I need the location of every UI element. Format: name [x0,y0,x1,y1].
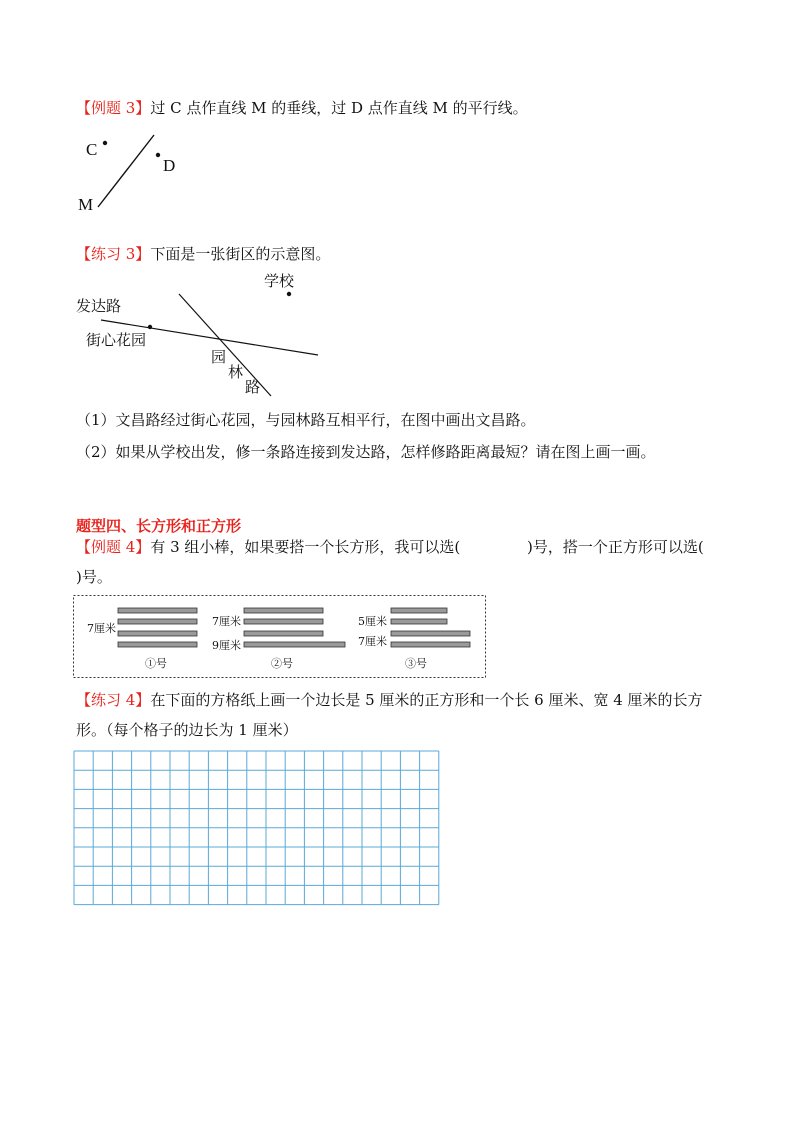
g2-length-label-b: 9厘米 [212,639,241,652]
g2-stick-1 [244,608,323,613]
g1-name-label: ①号 [145,657,167,670]
practice-3-text: 下面是一张街区的示意图。 [150,245,331,263]
yuan-char-label: 园 [211,348,227,366]
g2-stick-4 [244,642,345,647]
line-m-label: M [78,195,94,214]
g3-length-label-b: 7厘米 [358,635,387,648]
fada-road-label: 发达路 [76,297,122,315]
g1-stick-1 [118,608,197,613]
g3-stick-4 [391,642,470,647]
point-d-label: D [163,156,176,175]
example-3-text: 过 C 点作直线 M 的垂线，过 D 点作直线 M 的平行线。 [150,99,528,117]
section-4-title: 题型四、长方形和正方形 [76,517,242,535]
lin-char-label: 林 [228,363,244,381]
point-c-label: C [86,140,98,159]
g3-name-label: ③号 [405,657,427,670]
example-3-tag: 【例题 3】 [76,99,151,117]
practice-4-text-1: 在下面的方格纸上画一个边长是 5 厘米的正方形和一个长 6 厘米、宽 4 厘米的长方 [150,691,703,709]
practice-3-tag: 【练习 3】 [76,245,151,263]
lu-char-label: 路 [245,378,261,396]
practice-3-question-1: （1）文昌路经过街心花园，与园林路互相平行，在图中画出文昌路。 [76,411,536,429]
square-grid-paper[interactable] [73,750,441,906]
practice-3-question-2: （2）如果从学校出发，修一条路连接到发达路，怎样修路距离最短？请在图上画一画。 [76,443,656,461]
example-4-text-1: 有 3 组小棒，如果要搭一个长方形，我可以选( )号，搭一个正方形可以选( [150,538,704,556]
g3-stick-3 [391,631,470,636]
g2-length-label-a: 7厘米 [212,615,241,628]
garden-label: 街心花园 [86,331,147,349]
practice-4-line-1 [76,690,703,710]
g1-stick-4 [118,642,197,647]
g3-stick-2 [391,619,447,624]
example-4-tag: 【例题 4】 [76,538,151,556]
g2-name-label: ②号 [271,657,293,670]
g1-stick-2 [118,619,197,624]
practice-4-tag: 【练习 4】 [76,691,151,709]
school-label: 学校 [264,272,295,290]
g2-stick-3 [244,631,323,636]
g1-length-label: 7厘米 [87,622,116,635]
g3-length-label-a: 5厘米 [358,615,387,628]
example-4-line-2: )号。 [76,568,112,586]
practice-4-line-2: 形。（每个格子的边长为 1 厘米） [76,721,298,739]
g3-stick-1 [391,608,447,613]
g2-stick-2 [244,619,323,624]
g1-stick-3 [118,631,197,636]
